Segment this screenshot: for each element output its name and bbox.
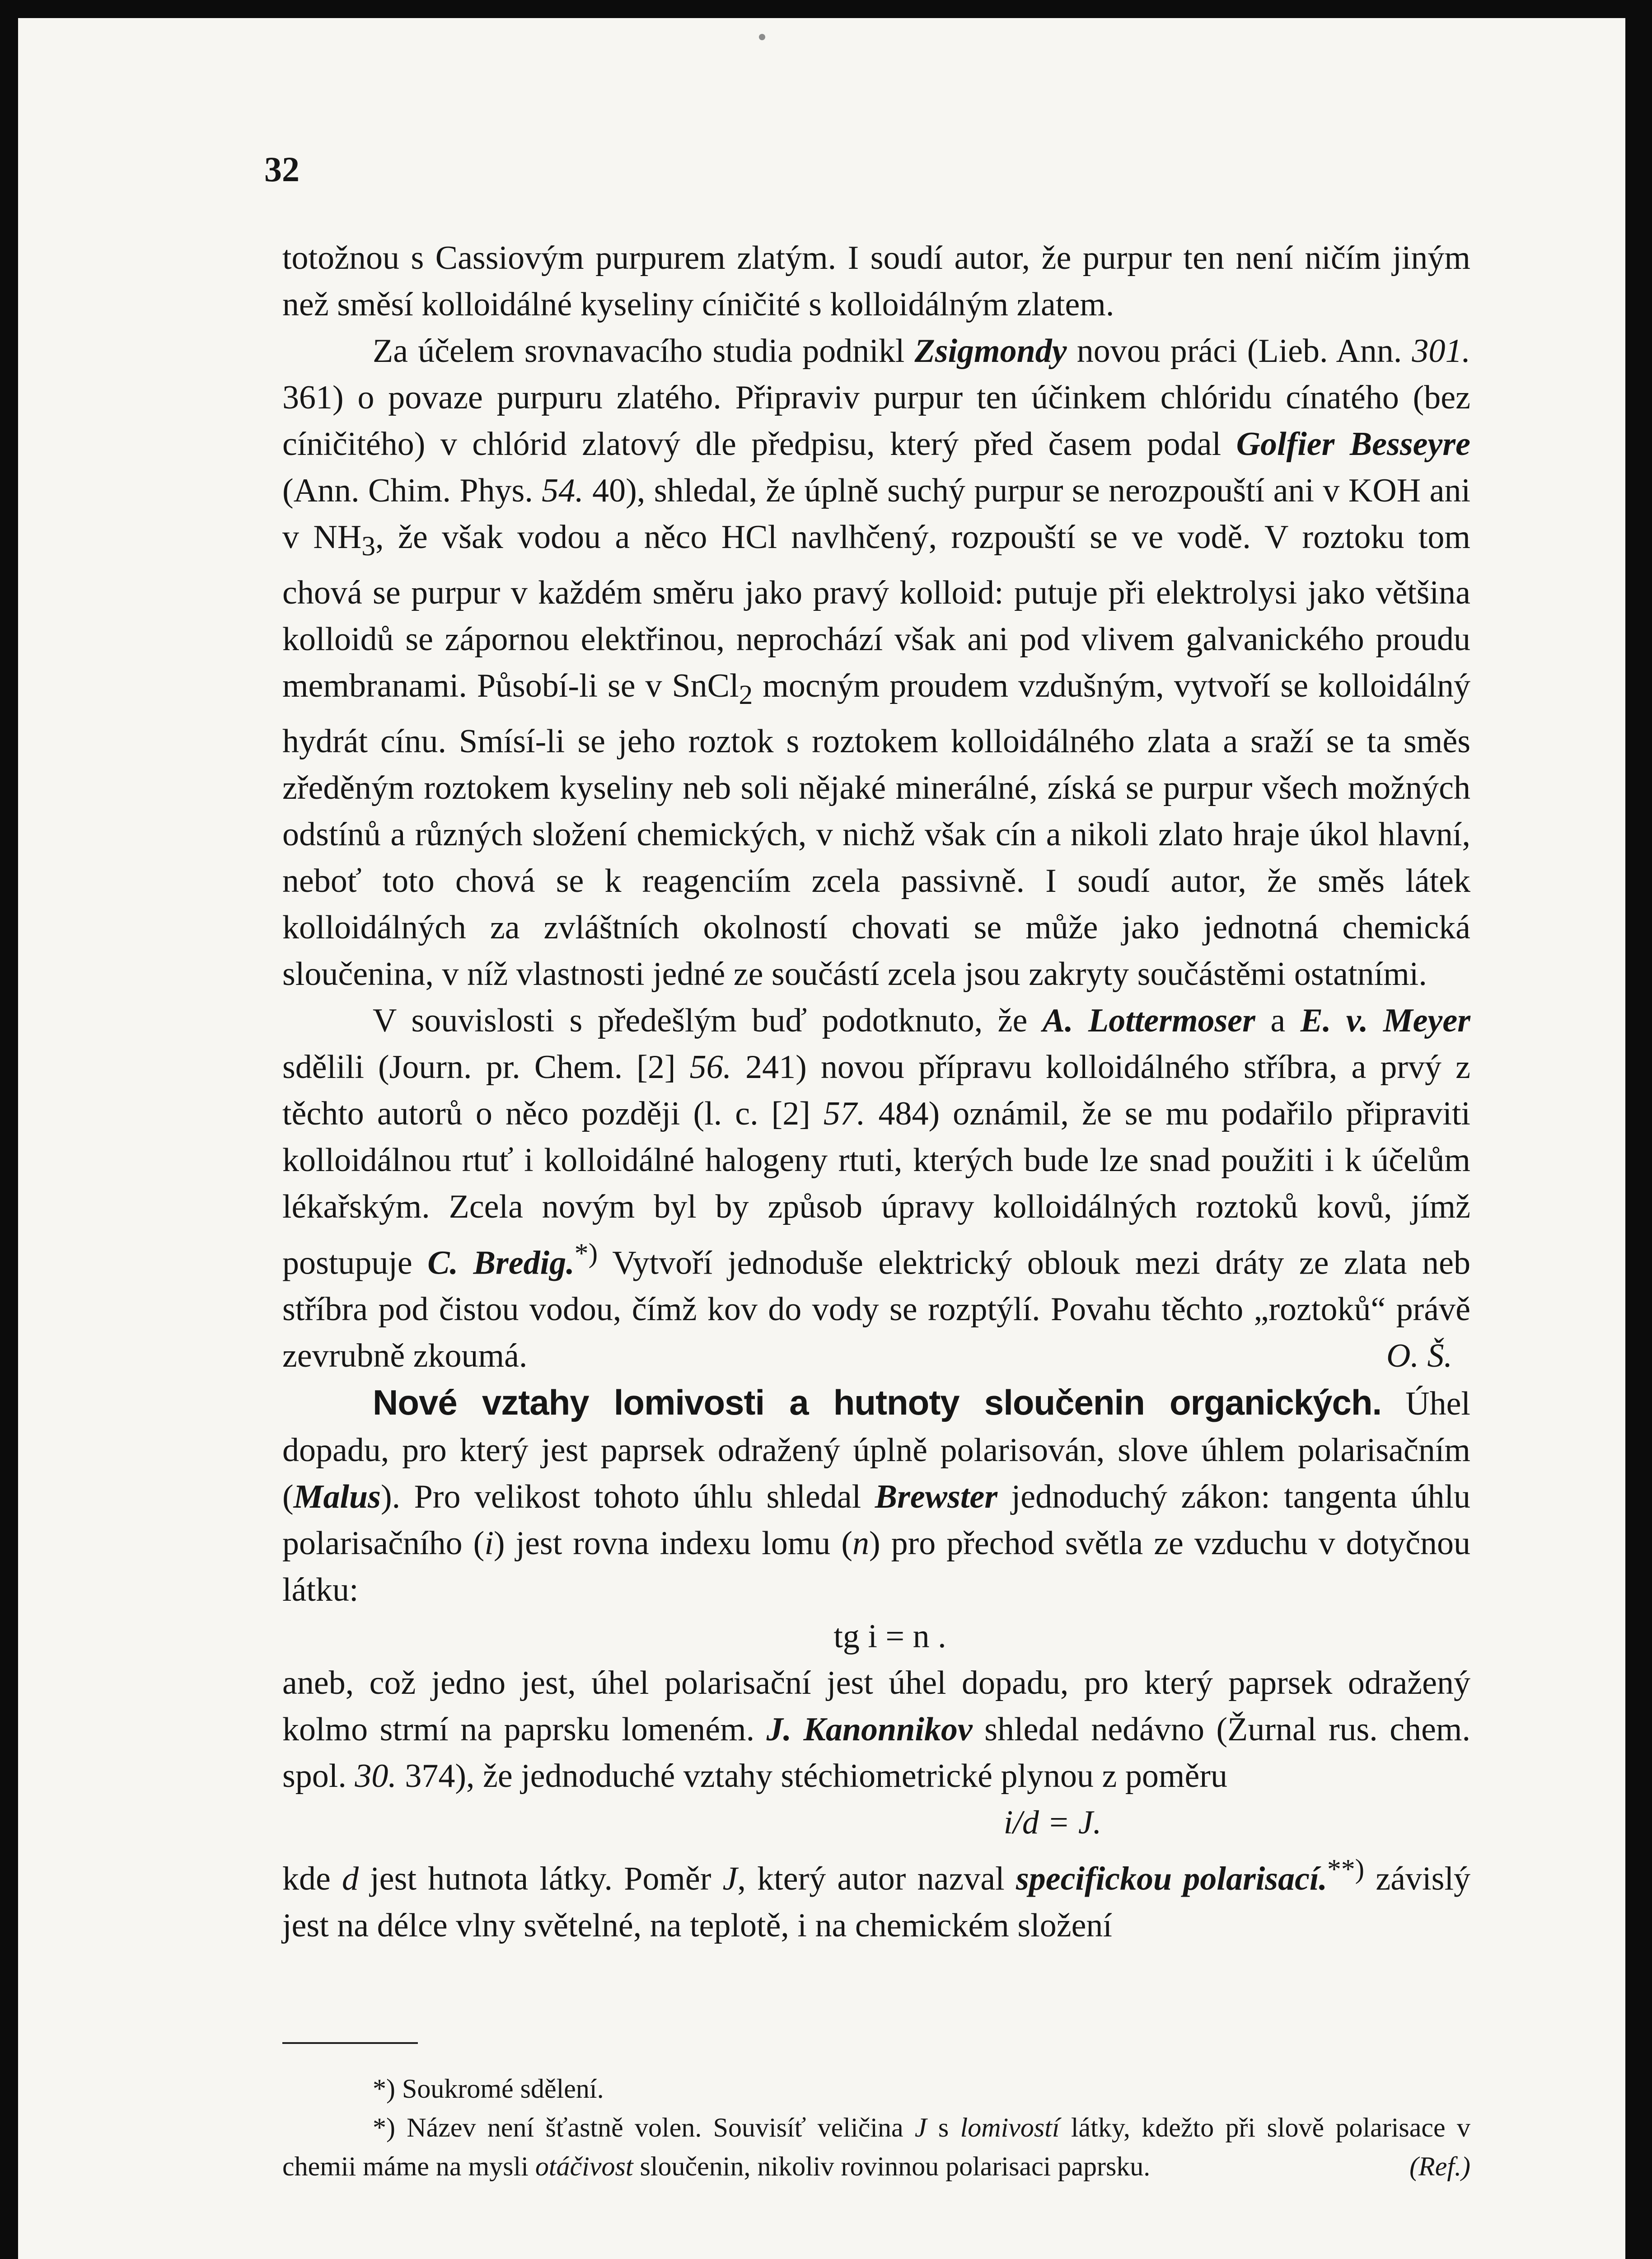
author-name: Malus (293, 1478, 381, 1516)
math-variable: d (342, 1860, 359, 1898)
math-variable: J (914, 2113, 927, 2142)
author-name: Golfier Besseyre (1236, 426, 1470, 463)
section-heading: Nové vztahy lomivosti a hutnoty sloučenin organických. (373, 1383, 1382, 1423)
formula-tangent: tg i = n . (833, 1618, 946, 1655)
volume-number: 54. (542, 472, 584, 509)
footnote-mark: *) (574, 1237, 598, 1269)
footnote-mark: **) (1327, 1854, 1365, 1885)
footnote-reference: (Ref.) (1409, 2151, 1470, 2181)
term: otáčivost (535, 2151, 633, 2181)
footnotes (282, 2069, 1470, 2186)
paragraph-polarisation: Nové vztahy lomivosti a hutnoty sloučenin organických. Úhel dopadu, pro který jest paprsek odražený úplně polarisován, slove úhlem polarisačním (Malus). Pro velikost tohoto úhlu shledal Brewster jednoduchý zákon: tangenta úhlu polarisačního (i) jest rovna indexu lomu (n) pro přechod světla ze vzduchu v dotyčnou látku: (282, 1383, 1471, 1609)
paragraph-kanonnikov: aneb, což jedno jest, úhel polarisační jest úhel dopadu, pro který paprsek odražený kolmo strmí na paprsku lomeném. J. Kanonnikov shledal nedávno (Žurnal rus. chem. spol. 30. 374), že jednoduché vztahy stéchiometrické plynou z poměru (282, 1664, 1470, 1795)
author-name: C. Bredig. (427, 1244, 575, 1282)
paragraph-lottermoser: V souvislosti s předešlým buď podotknuto, že A. Lottermoser a E. v. Meyer sdělili (Journ. pr. Chem. [2] 56. 241) novou přípravu kolloidálného stříbra, a prvý z těchto autorů o něco později (l. c. [2] 57. 484) oznámil, že se mu podařilo připraviti kolloidálnou rtuť i kolloidálné halogeny rtuti, kterých bude lze snad použiti i k účelům lékařským. Zcela novým byl by způsob úpravy kolloidálných roztoků kovů, jímž postupuje C. Bredig.*) Vytvoří jednoduše elektrický oblouk mezi dráty ze zlata neb stříbra pod čistou vodou, čímž kov do vody se rozptýlí. Povahu těchto „roztoků“ právě zevrubně zkoumá. O. Š. (282, 998, 1470, 1380)
volume-number: 30. (355, 1758, 397, 1795)
author-name: E. v. Meyer (1300, 1002, 1471, 1039)
volume-number: 301. (1412, 333, 1470, 370)
paragraph-zsigmondy: Za účelem srovnavacího studia podnikl Zsigmondy novou práci (Lieb. Ann. 301. 361) o povaze purpuru zlatého. Připraviv purpur ten účinkem chlóridu cínatého (bez cíničitého) v chlórid zlatový dle předpisu, který před časem podal Golfier Besseyre (Ann. Chim. Phys. 54. 40), shledal, že úplně suchý purpur se nerozpouští ani v KOH ani v $NH_3$, že však vodou a něco HCl navlhčený, rozpouští se ve vodě. V roztoku tom chová se purpur v každém směru jako pravý kolloid: putuje při elektrolysi jako většina kolloidů se zápornou elektřinou, neprochází však ani pod vlivem galvanického proudu membranami. Působí-li se v SnCl$_2$ mocným proudem vzdušným, vytvoří se kolloidálný hydrát cínu. Smísí-li se jeho roztok s roztokem kolloidálného zlata a sraží se ta směs zředěným roztokem kyseliny neb soli nějaké minerálné, získá se purpur všech možných odstínů a různých složení chemických, v nichž však cín a nikoli zlato hraje úkol hlavní, neboť toto chová se k reagenciím zcela passivně. I soudí autor, že směs látek kolloidálných za zvláštních okolností chovati se může jako jednotná chemická sloučenina, v níž vlastnosti jedné ze součástí zcela jsou zakryty součástěmi ostatními. (282, 333, 1471, 993)
footnote-divider (282, 2042, 418, 2044)
volume-number: 56. (689, 1048, 732, 1086)
subscript: 3 (361, 530, 376, 562)
page-number: 32 (264, 150, 300, 189)
author-name: J. Kanonnikov (766, 1711, 973, 1748)
paragraph-specific-polarisation: kde d jest hutnota látky. Poměr J, který autor nazval specifickou polarisací.**) závislý jest na délce vlny světelné, na teplotě, i na chemickém složení (282, 1854, 1471, 1944)
subscript: 2 (739, 679, 753, 710)
footnote-1: *) Soukromé sdělení. (373, 2074, 604, 2104)
term: specifickou polarisací. (1016, 1860, 1327, 1898)
author-name: Brewster (875, 1478, 998, 1516)
main-text (282, 235, 1470, 1949)
term: lomivostí (960, 2113, 1060, 2142)
volume-number: 57. (823, 1095, 866, 1132)
author-name: A. Lottermoser (1042, 1002, 1255, 1039)
signature: O. Š. (1386, 1337, 1452, 1375)
math-variable: J (722, 1860, 738, 1898)
author-name: Zsigmondy (914, 333, 1067, 370)
scan-speck (759, 34, 765, 40)
footnote-2: *) Název není šťastně volen. Souvisíť veličina J s lomivostí látky, kdežto při slově polarisace v chemii máme na mysli otáčivost sloučenin, nikoliv rovinnou polarisaci paprsku. (Ref.) (282, 2108, 1470, 2186)
math-variable: n (852, 1525, 869, 1562)
formula-ratio: i/d = J. (1003, 1804, 1102, 1842)
paragraph-continuation: totožnou s Cassiovým purpurem zlatým. I soudí autor, že purpur ten není ničím jiným než směsí kolloidálné kyseliny cíničité s kolloidálným zlatem. (282, 239, 1470, 323)
math-variable: i (484, 1525, 494, 1562)
